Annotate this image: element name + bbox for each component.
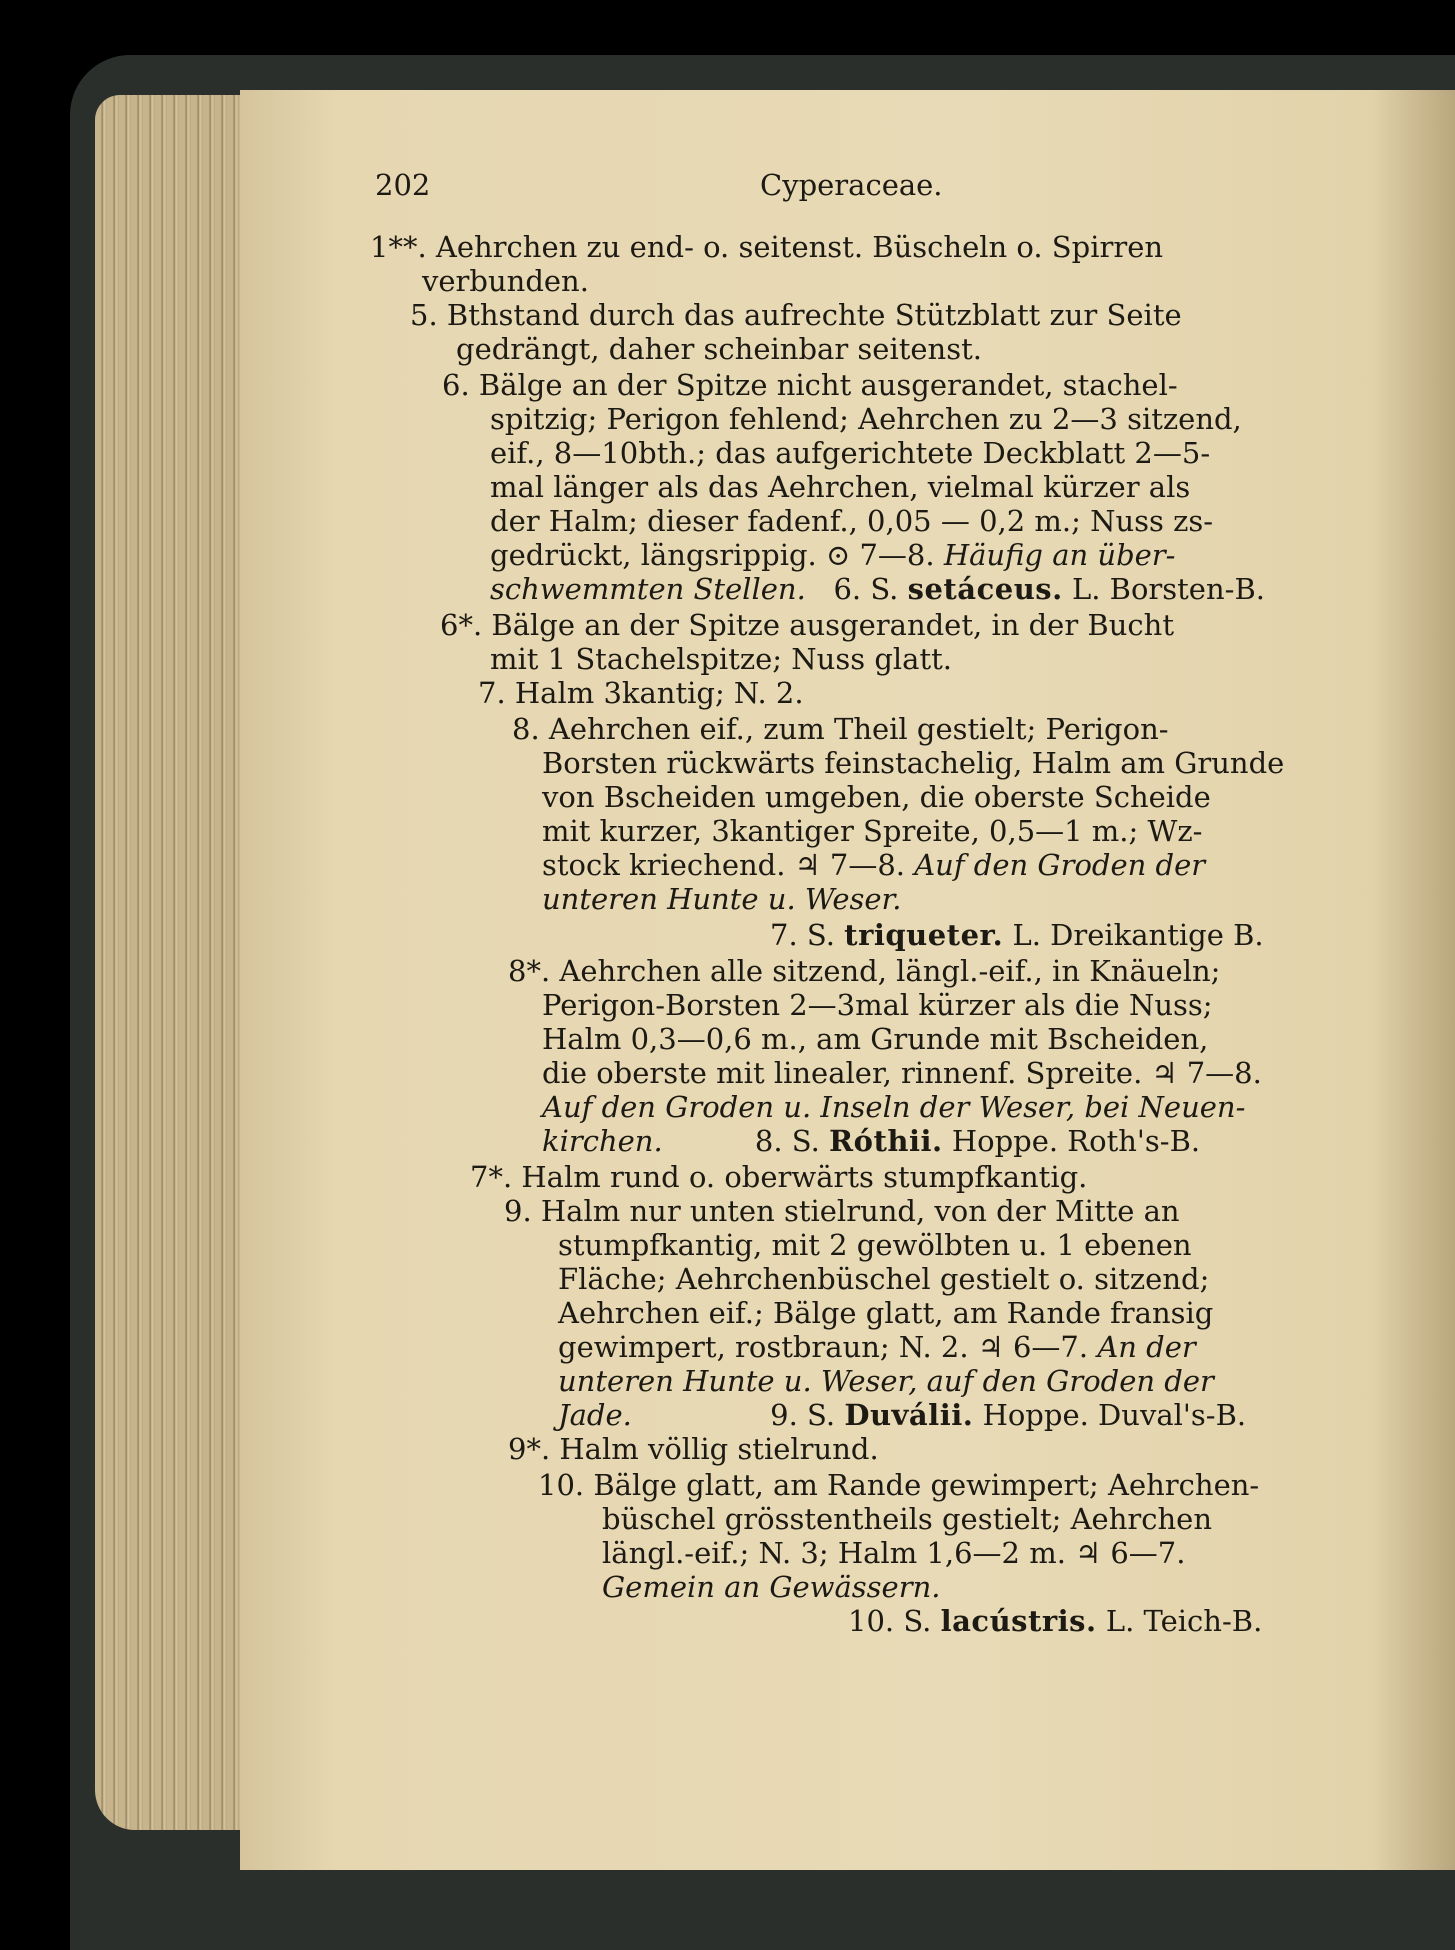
key-line: Aehrchen eif.; Bälge glatt, am Rande fransig (558, 1296, 1214, 1330)
species-name: triqueter. (844, 918, 1004, 952)
species-number: 9. S. (770, 1398, 836, 1432)
key-text: stock kriechend. ♃ 7—8. (542, 848, 905, 882)
key-line: 6*. Bälge an der Spitze ausgerandet, in der Bucht (440, 608, 1174, 642)
key-line: längl.-eif.; N. 3; Halm 1,6—2 m. ♃ 6—7. (602, 1536, 1186, 1570)
key-line: die oberste mit linealer, rinnenf. Spreite. ♃ 7—8. (542, 1056, 1262, 1090)
species-author-common: L. Borsten-B. (1071, 572, 1265, 606)
species-name: lacústris. (940, 1604, 1097, 1638)
key-line: 7*. Halm rund o. oberwärts stumpfkantig. (470, 1160, 1088, 1194)
habitat-text: An der (1097, 1330, 1196, 1364)
species-number: 7. S. (770, 918, 835, 952)
key-text: gedrückt, längsrippig. ⊙ 7—8. (490, 538, 935, 572)
species-line (558, 1398, 1246, 1432)
key-line: Borsten rückwärts feinstachelig, Halm am Grunde (542, 746, 1285, 780)
species-author-common: L. Teich-B. (1105, 1604, 1263, 1638)
key-line: 6. Bälge an der Spitze nicht ausgerandet, stachel- (442, 368, 1178, 402)
species-name: Róthii. (829, 1124, 943, 1158)
book-page (240, 90, 1455, 1870)
habitat-line: unteren Hunte u. Weser, auf den Groden der (558, 1364, 1214, 1398)
species-line (848, 1604, 1262, 1638)
key-line: eif., 8—10bth.; das aufgerichtete Deckblatt 2—5- (490, 436, 1211, 470)
key-text: gewimpert, rostbraun; N. 2. ♃ 6—7. (558, 1330, 1089, 1364)
species-number: 6. S. (833, 572, 899, 606)
key-line: mit kurzer, 3kantiger Spreite, 0,5—1 m.; Wz- (542, 814, 1203, 848)
species-number: 8. S. (754, 1124, 820, 1158)
species-author-common: L. Dreikantige B. (1012, 918, 1264, 952)
page-edges (95, 95, 250, 1830)
key-line: 8*. Aehrchen alle sitzend, längl.-eif., in Knäueln; (508, 954, 1221, 988)
key-line: spitzig; Perigon fehlend; Aehrchen zu 2—3 sitzend, (490, 402, 1242, 436)
key-line: 5. Bthstand durch das aufrechte Stützblatt zur Seite (410, 298, 1182, 332)
key-line: 8. Aehrchen eif., zum Theil gestielt; Perigon- (512, 712, 1169, 746)
key-line: 7. Halm 3kantig; N. 2. (478, 676, 804, 710)
key-line (490, 572, 1265, 606)
key-line (558, 1330, 1196, 1364)
key-line: büschel grösstentheils gestielt; Aehrchen (602, 1502, 1213, 1536)
key-line (542, 848, 1205, 882)
species-author-common: Hoppe. Roth's-B. (951, 1124, 1201, 1158)
key-line: Halm 0,3—0,6 m., am Grunde mit Bscheiden, (542, 1022, 1209, 1056)
key-line: stumpfkantig, mit 2 gewölbten u. 1 ebenen (558, 1228, 1192, 1262)
key-line: 1**. Aehrchen zu end- o. seitenst. Büscheln o. Spirren (370, 230, 1164, 264)
species-name: Duválii. (844, 1398, 974, 1432)
key-line (490, 538, 1175, 572)
habitat-line: unteren Hunte u. Weser. (542, 882, 902, 916)
species-line (542, 1124, 1200, 1158)
habitat-text: Häufig an über- (943, 538, 1176, 572)
key-line: der Halm; dieser fadenf., 0,05 — 0,2 m.; Nuss zs- (490, 504, 1214, 538)
habitat-text: kirchen. (542, 1124, 663, 1158)
key-line: gedrängt, daher scheinbar seitenst. (456, 332, 982, 366)
habitat-text: Auf den Groden der (914, 848, 1206, 882)
key-line: 10. Bälge glatt, am Rande gewimpert; Aehrchen- (538, 1468, 1260, 1502)
key-line: 9. Halm nur unten stielrund, von der Mitte an (504, 1194, 1180, 1228)
page-number: 202 (375, 168, 431, 202)
key-line: mit 1 Stachelspitze; Nuss glatt. (490, 642, 952, 676)
habitat-text: schwemmten Stellen. (490, 572, 806, 606)
species-author-common: Hoppe. Duval's-B. (982, 1398, 1247, 1432)
species-number: 10. S. (848, 1604, 932, 1638)
key-line: Perigon-Borsten 2—3mal kürzer als die Nuss; (542, 988, 1213, 1022)
habitat-text: Jade. (558, 1398, 632, 1432)
key-line: verbunden. (422, 264, 589, 298)
species-name: setáceus. (907, 572, 1063, 606)
species-line (770, 918, 1264, 952)
key-line: von Bscheiden umgeben, die oberste Scheide (542, 780, 1211, 814)
habitat-line: Gemein an Gewässern. (602, 1570, 941, 1604)
key-line: 9*. Halm völlig stielrund. (508, 1432, 879, 1466)
gutter-shadow (1375, 90, 1455, 1870)
key-line: Fläche; Aehrchenbüschel gestielt o. sitzend; (558, 1262, 1210, 1296)
page-title: Cyperaceae. (760, 168, 943, 202)
habitat-line: Auf den Groden u. Inseln der Weser, bei Neuen- (542, 1090, 1246, 1124)
key-line: mal länger als das Aehrchen, vielmal kürzer als (490, 470, 1191, 504)
